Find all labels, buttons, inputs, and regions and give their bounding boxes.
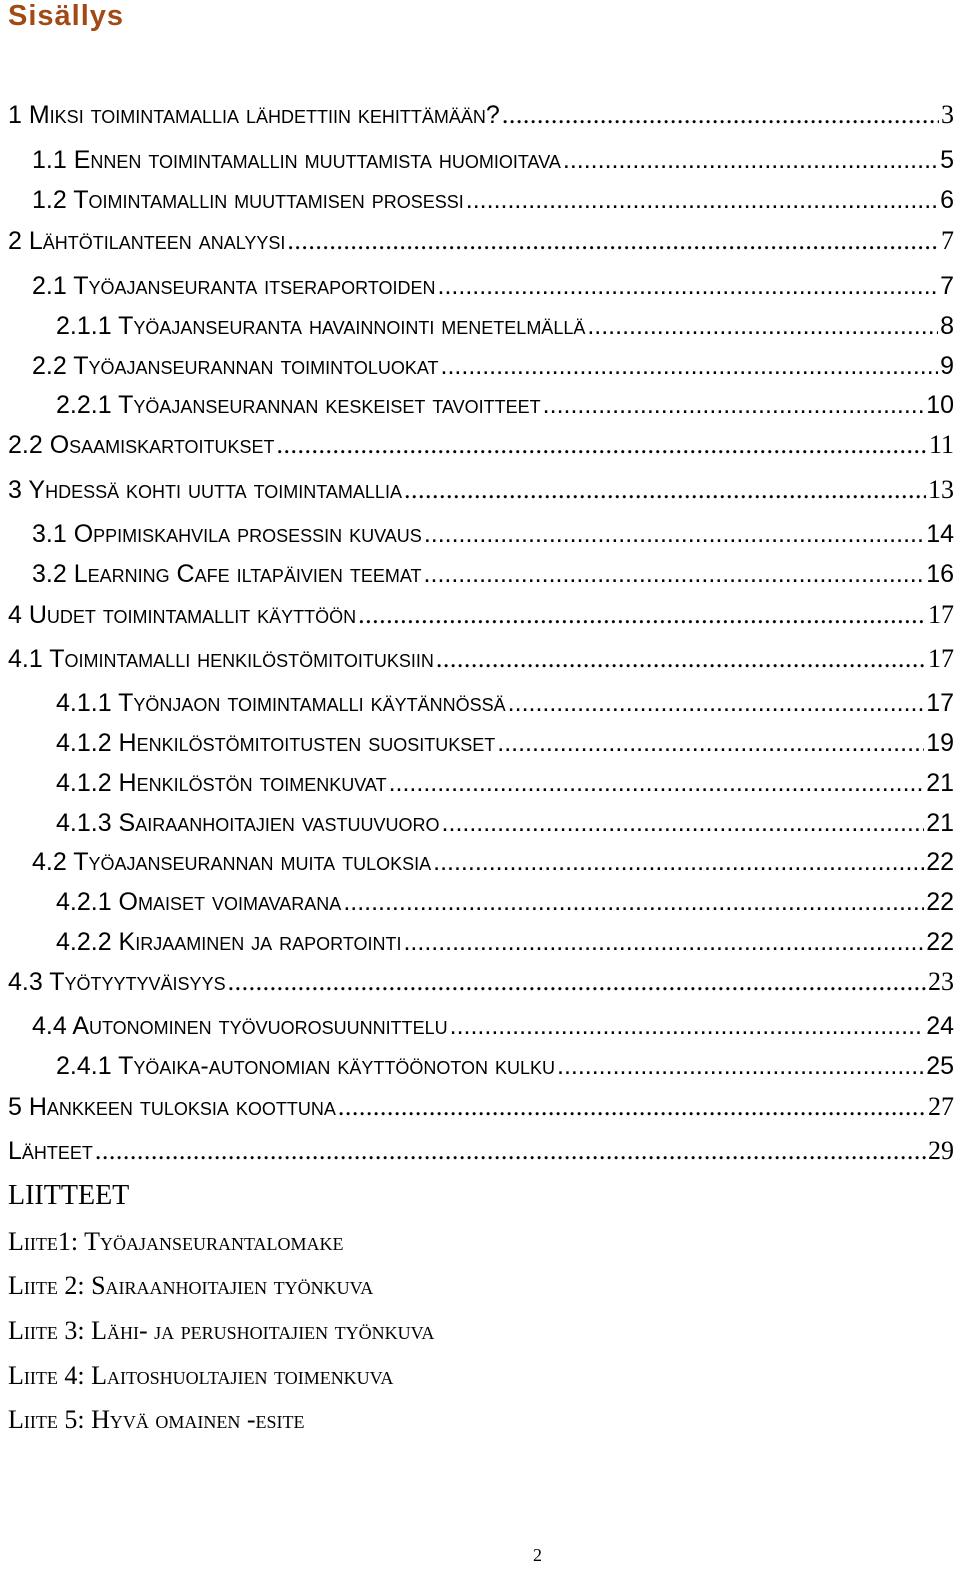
appendix-heading: LIITTEET <box>8 1180 130 1211</box>
toc-entry-text: 5 Hankkeen tuloksia koottuna <box>8 1093 336 1121</box>
toc-leader <box>228 967 926 997</box>
toc-page-number: 22 <box>926 848 954 876</box>
toc-entry[interactable] <box>56 888 954 917</box>
toc-page-number: 25 <box>926 1052 954 1080</box>
appendix-item[interactable]: Liite 5: Hyvä omainen -esite <box>8 1405 305 1434</box>
toc-page-number: 7 <box>940 272 954 300</box>
appendix-item[interactable]: Liite 2: Sairaanhoitajien työnkuva <box>8 1271 374 1300</box>
toc-entry[interactable] <box>56 689 954 718</box>
toc-page-number: 29 <box>928 1136 954 1165</box>
toc-entry-text: 4.1.2 Henkilöstömitoitusten suositukset <box>56 729 496 757</box>
toc-entry[interactable] <box>8 1092 954 1122</box>
page-number: 2 <box>533 1545 542 1565</box>
toc-page-number: 27 <box>928 1092 954 1121</box>
toc-entry-text: 2 Lähtötilanteen analyysi <box>8 227 286 255</box>
toc-page-number: 22 <box>926 888 954 916</box>
toc-entry-text: 3.1 Oppimiskahvila prosessin kuvaus <box>32 520 422 548</box>
toc-leader <box>433 848 924 877</box>
toc-entry[interactable] <box>8 644 954 674</box>
toc-entry[interactable] <box>8 1136 954 1166</box>
toc-entry-text: Lähteet <box>8 1137 93 1165</box>
toc-entry[interactable] <box>56 809 954 838</box>
toc-entry[interactable] <box>32 848 954 877</box>
page-title: Sisällys <box>8 0 125 32</box>
toc-entry-text: 4.1.3 Sairaanhoitajien vastuuvuoro <box>56 809 440 837</box>
toc-page-number: 14 <box>926 520 954 548</box>
toc-page-number: 21 <box>926 809 954 837</box>
toc-entry-text: 3 Yhdessä kohti uutta toimintamallia <box>8 476 402 504</box>
toc-page-number: 21 <box>926 769 954 797</box>
toc-leader <box>277 430 927 460</box>
toc-leader <box>358 600 926 630</box>
toc-entry[interactable] <box>56 1052 954 1081</box>
toc-entry[interactable] <box>32 520 954 549</box>
toc-entry-text: 1.2 Toimintamallin muuttamisen prosessi <box>32 186 464 214</box>
toc-page-number: 16 <box>926 560 954 588</box>
toc-entry[interactable] <box>32 272 954 301</box>
toc-entry-text: 4.1 Toimintamalli henkilöstömitoituksiin <box>8 645 434 673</box>
toc-page-number: 11 <box>928 430 954 459</box>
appendix-item[interactable]: Liite1: Työajanseurantalomake <box>8 1227 344 1256</box>
toc-leader <box>424 520 924 549</box>
toc-page-number: 22 <box>926 928 954 956</box>
toc-leader <box>502 100 939 130</box>
toc-page-number: 17 <box>928 644 954 673</box>
toc-leader <box>497 729 924 758</box>
toc-page-number: 19 <box>926 729 954 757</box>
toc-entry[interactable] <box>56 928 954 957</box>
toc-entry-text: 4.1.2 Henkilöstön toimenkuvat <box>56 769 387 797</box>
toc-page-number: 9 <box>940 352 954 380</box>
toc-leader <box>450 1012 925 1041</box>
toc-page-number: 6 <box>940 186 954 214</box>
toc-entry[interactable] <box>56 391 954 420</box>
toc-entry-text: 4 Uudet toimintamallit käyttöön <box>8 601 357 629</box>
toc-page-number: 24 <box>926 1012 954 1040</box>
toc-entry-text: 1 Miksi toimintamallia lähdettiin kehittämään? <box>8 101 500 129</box>
appendix-item[interactable]: Liite 3: Lähi- ja perushoitajien työnkuva <box>8 1316 435 1345</box>
toc-leader <box>343 888 924 917</box>
toc-entry[interactable] <box>8 100 954 130</box>
toc-entry[interactable] <box>56 769 954 798</box>
toc-page-number: 10 <box>926 391 954 419</box>
toc-entry-text: 4.1.1 Työnjaon toimintamalli käytännössä <box>56 689 506 717</box>
toc-leader <box>466 186 938 215</box>
toc-leader <box>587 312 938 341</box>
toc-leader <box>442 809 925 838</box>
toc-entry[interactable] <box>32 560 954 589</box>
toc-entry[interactable] <box>56 729 954 758</box>
toc-entry[interactable] <box>8 226 954 256</box>
toc-entry-text: 2.1 Työajanseuranta itseraportoiden <box>32 272 436 300</box>
toc-leader <box>95 1136 926 1166</box>
toc-leader <box>404 475 926 505</box>
toc-leader <box>508 689 925 718</box>
toc-page-number: 23 <box>928 967 954 996</box>
toc-entry[interactable] <box>32 1012 954 1041</box>
toc-leader <box>438 272 939 301</box>
toc-entry-text: 2.4.1 Työaika-autonomian käyttöönoton kulku <box>56 1052 555 1080</box>
toc-entry-text: 3.2 Learning Cafe iltapäivien teemat <box>32 560 422 588</box>
toc-leader <box>563 146 938 175</box>
toc-entry[interactable] <box>56 312 954 341</box>
toc-entry-text: 2.2 Työajanseurannan toimintoluokat <box>32 352 439 380</box>
toc-entry-text: 2.2 Osaamiskartoitukset <box>8 431 275 459</box>
toc-page-number: 13 <box>928 475 954 504</box>
toc-entry-text: 1.1 Ennen toimintamallin muuttamista huomioitava <box>32 146 561 174</box>
toc-entry[interactable] <box>8 967 954 997</box>
toc-leader <box>389 769 925 798</box>
toc-page-number: 17 <box>926 689 954 717</box>
toc-page-number: 17 <box>928 600 954 629</box>
toc-entry[interactable] <box>8 600 954 630</box>
toc-entry[interactable] <box>32 352 954 381</box>
toc-leader <box>441 352 939 381</box>
toc-entry-text: 4.3 Työtyytyväisyys <box>8 968 226 996</box>
toc-entry-text: 4.2 Työajanseurannan muita tuloksia <box>32 848 432 876</box>
toc-leader <box>287 226 939 256</box>
toc-entry-text: 4.2.2 Kirjaaminen ja raportointi <box>56 928 402 956</box>
toc-entry-text: 2.1.1 Työajanseuranta havainnointi menetelmällä <box>56 312 586 340</box>
toc-entry-text: 2.2.1 Työajanseurannan keskeiset tavoitteet <box>56 391 541 419</box>
toc-leader <box>338 1092 926 1122</box>
toc-page-number: 5 <box>940 146 954 174</box>
toc-leader <box>424 560 925 589</box>
toc-page-number: 8 <box>940 312 954 340</box>
toc-leader <box>557 1052 924 1081</box>
toc-entry[interactable] <box>8 475 954 505</box>
toc-entry-text: 4.2.1 Omaiset voimavarana <box>56 888 342 916</box>
toc-page-number: 7 <box>941 226 954 255</box>
toc-entry[interactable] <box>32 146 954 175</box>
toc-entry[interactable] <box>32 186 954 215</box>
toc-entry[interactable] <box>8 430 954 460</box>
appendix-item[interactable]: Liite 4: Laitoshuoltajien toimenkuva <box>8 1361 394 1390</box>
toc-leader <box>403 928 924 957</box>
toc-page-number: 3 <box>941 100 954 129</box>
toc-entry-text: 4.4 Autonominen työvuorosuunnittelu <box>32 1012 448 1040</box>
toc-leader <box>543 391 925 420</box>
toc-leader <box>436 644 926 674</box>
